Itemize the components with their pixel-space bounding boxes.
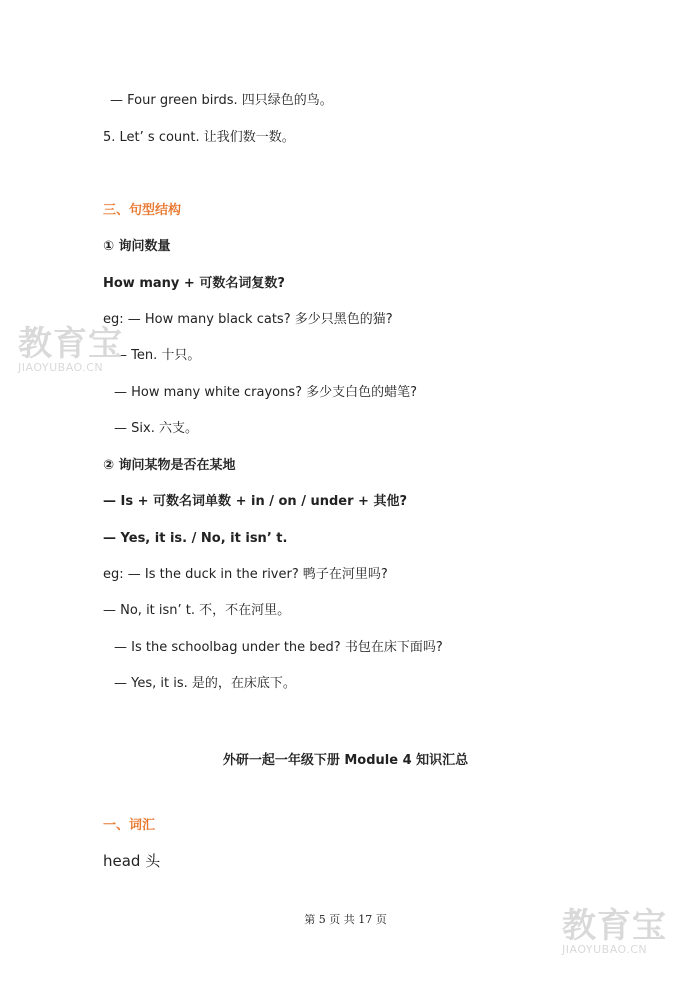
subsection-heading: ② 询问某物是否在某地 [103, 458, 236, 473]
example-line: eg: — How many black cats? 多少只黑色的猫? [103, 312, 393, 327]
example-line: — How many white crayons? 多少支白色的蜡笔? [114, 385, 418, 400]
page-footer: 第 5 页 共 17 页 [304, 913, 387, 926]
example-line: — No, it isn’ t. 不，不在河里。 [103, 603, 291, 618]
pattern-line: How many + 可数名词复数? [103, 276, 285, 291]
vocab-line: head 头 [103, 852, 161, 870]
watermark-cn: 教育宝 [562, 906, 667, 946]
pattern-line: — Yes, it is. / No, it isn’ t. [103, 531, 288, 546]
watermark-en: JIAOYUBAO.CN [562, 943, 648, 956]
watermark-cn: 教育宝 [18, 324, 123, 364]
section-heading: 三、句型结构 [103, 203, 182, 218]
watermark-logo [18, 326, 123, 374]
example-line: — Is the schoolbag under the bed? 书包在床下面吗? [114, 640, 443, 655]
example-line: — Yes, it is. 是的，在床底下。 [114, 676, 296, 691]
watermark-en: JIAOYUBAO.CN [18, 361, 104, 374]
text-line: 5. Let’ s count. 让我们数一数。 [103, 130, 295, 145]
text-line: — Four green birds. 四只绿色的鸟。 [110, 93, 333, 108]
example-line: — Six. 六支。 [114, 421, 198, 436]
example-line: — Ten. 十只。 [114, 348, 201, 363]
watermark-logo [562, 908, 667, 956]
subsection-heading: ① 询问数量 [103, 239, 171, 254]
example-line: eg: — Is the duck in the river? 鸭子在河里吗? [103, 567, 388, 582]
section-heading: 一、词汇 [103, 818, 156, 833]
module-title: 外研一起一年级下册 Module 4 知识汇总 [222, 753, 469, 768]
pattern-line: — Is + 可数名词单数 + in / on / under + 其他? [103, 494, 408, 509]
